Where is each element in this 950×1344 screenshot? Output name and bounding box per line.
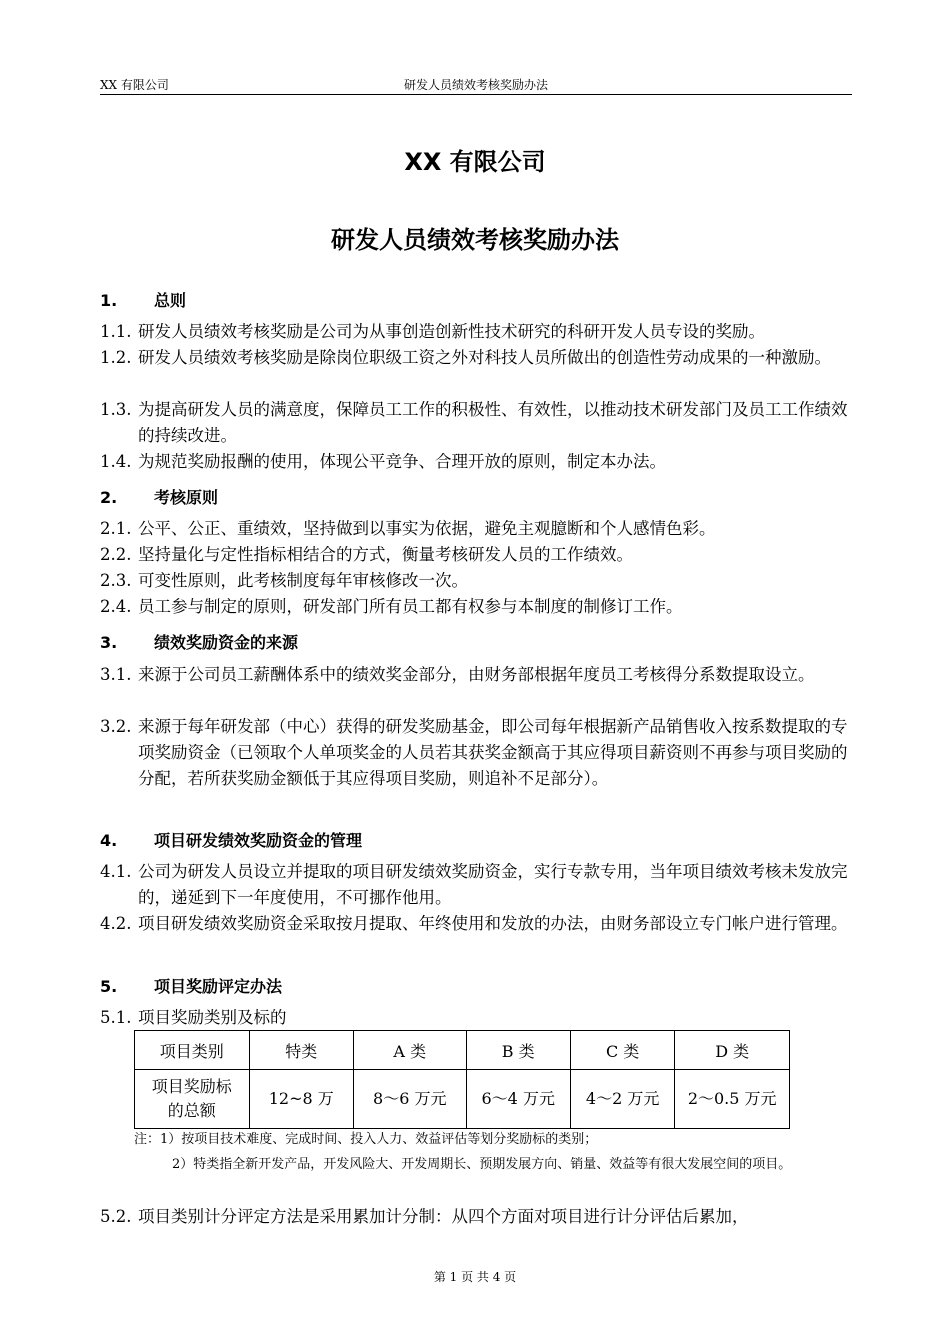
table-note-2: 2）特类指全新开发产品，开发风险大、开发周期长、预期发展方向、销量、效益等有很大发展空间的项目。 [172,1157,792,1172]
section-heading-1: 1. 总则 [100,291,187,310]
document-title: 研发人员绩效考核奖励办法 [331,226,619,254]
table-header-cell: B 类 [466,1031,570,1070]
clause-2-1: 2.1. 公平、公正、重绩效，坚持做到以事实为依据，避免主观臆断和个人感情色彩。 [100,519,716,538]
award-category-table [134,1030,790,1129]
table-note-1: 注：1）按项目技术难度、完成时间、投入人力、效益评估等划分奖励标的类别； [134,1132,598,1147]
table-header-row [135,1031,790,1070]
clause-2-2: 2.2. 坚持量化与定性指标相结合的方式，衡量考核研发人员的工作绩效。 [100,545,633,564]
clause-1-3: 1.3. 为提高研发人员的满意度，保障员工工作的积极性、有效性，以推动技术研发部门及员工工作绩效的持续改进。 [100,400,848,445]
clause-2-3: 2.3. 可变性原则，此考核制度每年审核修改一次。 [100,571,468,590]
table-row [135,1070,790,1129]
section-heading-2: 2. 考核原则 [100,488,219,507]
page-header [100,76,852,95]
clause-3-1: 3.1. 来源于公司员工薪酬体系中的绩效奖金部分，由财务部根据年度员工考核得分系数提取设立。 [100,665,815,684]
clause-4-2: 4.2. 项目研发绩效奖励资金采取按月提取、年终使用和发放的办法，由财务部设立专门帐户进行管理。 [100,914,848,933]
table-header-cell: D 类 [675,1031,790,1070]
clause-1-1: 1.1. 研发人员绩效考核奖励是公司为从事创造创新性技术研究的科研开发人员专设的奖励。 [100,322,765,341]
table-cell: 12~8 万 [249,1070,353,1129]
clause-1-4: 1.4. 为规范奖励报酬的使用，体现公平竞争、合理开放的原则，制定本办法。 [100,452,666,471]
clause-1-2: 1.2. 研发人员绩效考核奖励是除岗位职级工资之外对科技人员所做出的创造性劳动成果的一种激励。 [100,348,831,367]
table-cell: 8～6 万元 [353,1070,466,1129]
table-cell: 2～0.5 万元 [675,1070,790,1129]
company-title: XX 有限公司 [404,148,546,176]
clause-5-2: 5.2. 项目类别计分评定方法是采用累加计分制：从四个方面对项目进行计分评估后累加， [100,1207,749,1226]
section-heading-5: 5. 项目奖励评定办法 [100,977,283,996]
clause-3-2: 3.2. 来源于每年研发部（中心）获得的研发奖励基金，即公司每年根据新产品销售收入按系数提取的专项奖励资金（已领取个人单项奖金的人员若其获奖金额高于其应得项目薪资则不再参与项目奖励的分配，若所获奖励金额低于其应得项目奖励，则追补不足部分）。 [100,717,848,788]
table-header-cell: 特类 [249,1031,353,1070]
table-header-cell: C 类 [570,1031,674,1070]
section-heading-3: 3. 绩效奖励资金的来源 [100,633,299,652]
clause-4-1: 4.1. 公司为研发人员设立并提取的项目研发绩效奖励资金，实行专款专用，当年项目绩效考核未发放完的，递延到下一年度使用，不可挪作他用。 [100,862,848,907]
clause-5-1: 5.1. 项目奖励类别及标的 [100,1008,287,1027]
header-company: XX 有限公司 [100,78,169,92]
section-heading-4: 4. 项目研发绩效奖励资金的管理 [100,831,363,850]
clause-2-4: 2.4. 员工参与制定的原则，研发部门所有员工都有权参与本制度的制修订工作。 [100,597,683,616]
header-doc-title: 研发人员绩效考核奖励办法 [403,78,548,92]
table-cell: 4～2 万元 [570,1070,674,1129]
page-footer: 第 1 页 共 4 页 [433,1270,517,1284]
table-row-label: 项目奖励标的总额 [135,1070,250,1129]
table-header-cell: A 类 [353,1031,466,1070]
table-cell: 6～4 万元 [466,1070,570,1129]
table-header-cell: 项目类别 [135,1031,250,1070]
